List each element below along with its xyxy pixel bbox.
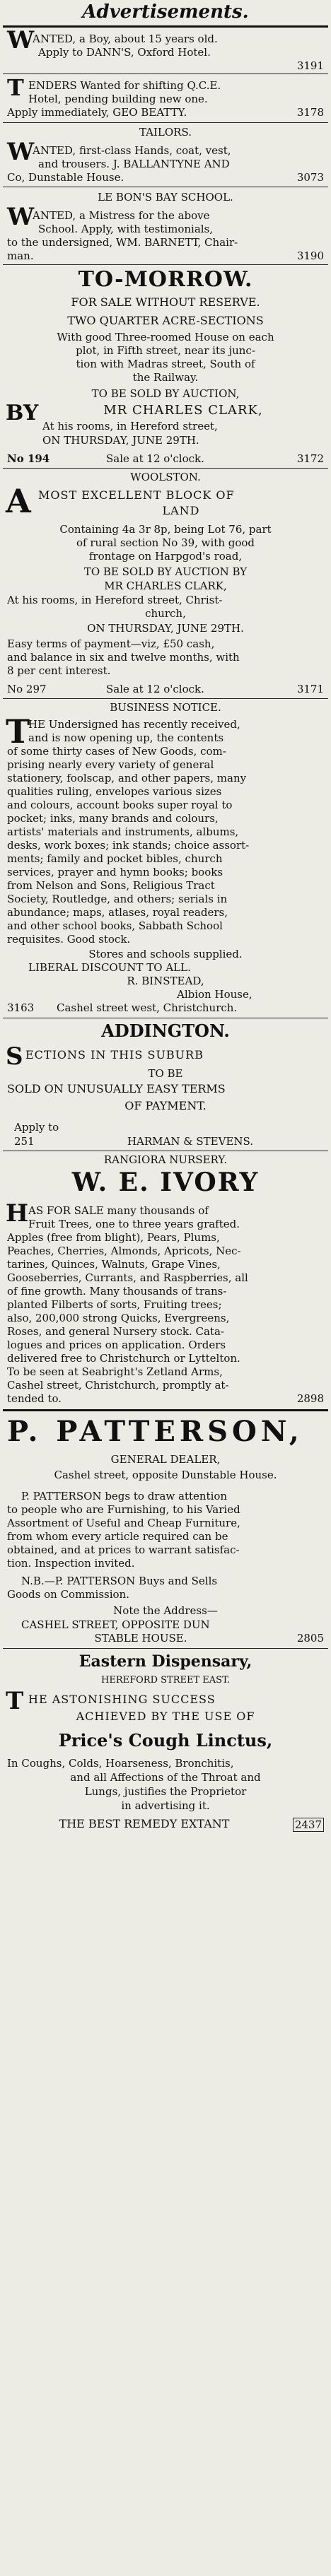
ad-line: ANTED, a Mistress for the above — [33, 209, 210, 222]
ad-line: Stores and schools supplied. — [88, 948, 243, 960]
ad-line: ECTIONS IN THIS SUBURB — [25, 1049, 204, 1061]
ad-line: to people who are Furnishing, to his Varied — [7, 1503, 240, 1516]
ad-line: At his rooms, in Hereford street, — [42, 420, 218, 433]
ad-line: obtained, and at prices to warrant satisfac- — [7, 1543, 240, 1556]
drop-cap: T — [6, 1687, 24, 1715]
ad-line: OF PAYMENT. — [124, 1100, 207, 1112]
ad-line: Peaches, Cherries, Almonds, Apricots, Nec- — [7, 1245, 241, 1257]
ad-ref: 2805 — [296, 1632, 324, 1645]
ad-line: and balance in six and twelve months, with — [7, 651, 240, 664]
divider — [3, 264, 328, 265]
ad-ref: 2437 — [293, 1818, 324, 1832]
ad-line: STABLE HOUSE. — [94, 1632, 187, 1645]
ad-line: and all Affections of the Throat and — [70, 1771, 261, 1784]
ad-line: plot, in Fifth street, near its junc- — [76, 344, 255, 357]
divider — [3, 25, 328, 28]
ad-heading: RANGIORA NURSERY. — [103, 1153, 228, 1166]
ad-subheading: GENERAL DEALER, — [110, 1453, 221, 1466]
drop-cap: T — [6, 712, 30, 751]
divider — [3, 122, 328, 123]
ad-line: Hotel, pending building new one. — [28, 93, 208, 105]
ad-line: ENDERS Wanted for shifting Q.C.E. — [28, 79, 221, 92]
ad-heading: WOOLSTON. — [130, 471, 201, 483]
ad-line: tion with Madras street, South of — [76, 358, 255, 370]
ad-ref: 3191 — [296, 59, 324, 72]
ad-heading: ADDINGTON. — [101, 1021, 230, 1041]
ad-ref: 3190 — [296, 249, 324, 262]
ad-line: stationery, foolscap, and other papers, many — [7, 772, 247, 784]
ad-line: Apply to DANN'S, Oxford Hotel. — [38, 46, 211, 59]
ad-ref: 3172 — [296, 452, 324, 465]
ad-line: In Coughs, Colds, Hoarseness, Bronchitis, — [7, 1757, 234, 1770]
auction-line: TO BE SOLD BY AUCTION BY — [83, 565, 248, 578]
drop-cap: W — [7, 26, 35, 54]
ad-line: Lungs, justifies the Proprietor — [84, 1785, 247, 1798]
auctioneer-name: MR CHARLES CLARK, — [104, 580, 227, 592]
ad-line: Society, Routledge, and others; serials in — [7, 893, 228, 905]
ad-line: LIBERAL DISCOUNT TO ALL. — [28, 961, 191, 974]
divider — [3, 73, 328, 74]
ad-heading: BUSINESS NOTICE. — [110, 701, 221, 714]
ad-line: N.B.—P. PATTERSON Buys and Sells — [21, 1575, 218, 1587]
ad-line: R. BINSTEAD, — [127, 975, 204, 987]
ad-line: tion. Inspection invited. — [7, 1557, 135, 1570]
ad-line: delivered free to Christchurch or Lyttelton. — [7, 1352, 240, 1365]
ad-ref: 2898 — [296, 1392, 324, 1405]
ad-line: from Nelson and Sons, Religious Tract — [7, 879, 215, 892]
ad-line: Apples (free from blight), Pears, Plums, — [7, 1231, 220, 1244]
ad-line: from whom every article required can be — [7, 1530, 228, 1543]
sale-date: ON THURSDAY, JUNE 29TH. — [42, 434, 199, 447]
ad-line: HE Undersigned has recently received, — [28, 718, 240, 731]
ad-line: TO BE — [148, 1067, 183, 1080]
drop-cap: BY — [6, 401, 39, 425]
ad-line: Containing 4a 3r 8p, being Lot 76, part — [59, 523, 272, 536]
ad-line: and is now opening up, the contents — [28, 731, 224, 744]
ad-line: Goods on Commission. — [7, 1588, 129, 1601]
drop-cap: S — [6, 1042, 23, 1071]
ad-line: Apply to — [14, 1121, 59, 1134]
ad-line: CASHEL STREET, OPPOSITE DUN — [21, 1618, 210, 1631]
ad-line: THE BEST REMEDY EXTANT — [59, 1818, 230, 1830]
ad-line: abundance; maps, atlases, royal readers, — [7, 906, 228, 919]
ad-line: prising nearly every variety of general — [7, 758, 214, 771]
ad-line: artists' materials and instruments, albums, — [7, 825, 239, 838]
ad-heading: TO-MORROW. — [78, 267, 253, 292]
ad-line: At his rooms, in Hereford street, Christ- — [7, 594, 223, 606]
product-name: Price's Cough Linctus, — [58, 1730, 273, 1751]
ad-line: AS FOR SALE many thousands of — [28, 1204, 209, 1217]
ad-line: Gooseberries, Currants, and Raspberries, all — [7, 1271, 248, 1284]
ad-line: Cashel street west, Christchurch. — [57, 1001, 238, 1014]
ad-line: logues and prices on application. Orders — [7, 1339, 226, 1351]
ad-line: Assortment of Useful and Cheap Furniture, — [7, 1517, 240, 1529]
ad-line: in advertising it. — [121, 1799, 210, 1812]
ad-line: to the undersigned, WM. BARNETT, Chair- — [7, 236, 238, 249]
ad-line: services, prayer and hymn books; books — [7, 866, 223, 878]
ad-heading: TAILORS. — [139, 126, 192, 139]
ad-line: church, — [145, 607, 186, 620]
ad-line: ANTED, a Boy, about 15 years old. — [33, 33, 218, 45]
ad-heading: LE BON'S BAY SCHOOL. — [98, 191, 233, 204]
ad-ref: 251 — [14, 1135, 35, 1148]
ad-title: W. E. IVORY — [71, 1168, 260, 1197]
ad-line: of rural section No 39, with good — [76, 536, 255, 549]
ad-line: of fine growth. Many thousands of trans- — [7, 1285, 227, 1298]
ad-line: Co, Dunstable House. — [7, 171, 124, 184]
ad-ref: 3073 — [296, 171, 324, 184]
auction-line: TO BE SOLD BY AUCTION, — [91, 387, 240, 400]
ad-line: Cashel street, Christchurch, promptly at- — [7, 1379, 229, 1392]
lot-number: No 297 — [7, 683, 47, 695]
ad-line: Roses, and general Nursery stock. Cata- — [7, 1325, 224, 1338]
drop-cap: T — [7, 74, 24, 101]
ad-ref: 3171 — [296, 683, 324, 695]
ad-line: Easy terms of payment—viz, £50 cash, — [7, 637, 215, 650]
ad-title: P. PATTERSON, — [7, 1415, 303, 1448]
ad-line: Apply immediately, GEO BEATTY. — [7, 106, 187, 119]
sale-time: Sale at 12 o'clock. — [106, 683, 204, 695]
ad-line: SOLD ON UNUSUALLY EASY TERMS — [7, 1083, 226, 1095]
ad-line: also, 200,000 strong Quicks, Evergreens, — [7, 1312, 230, 1324]
lot-number: No 194 — [7, 452, 50, 465]
ad-line: Fruit Trees, one to three years grafted. — [28, 1218, 240, 1230]
ad-line: of some thirty cases of New Goods, com- — [7, 745, 226, 758]
ad-line: planted Filberts of sorts, Fruiting trees; — [7, 1298, 222, 1311]
divider — [3, 1409, 328, 1411]
ad-line: MOST EXCELLENT BLOCK OF — [38, 489, 235, 502]
ad-line: qualities ruling, envelopes various sizes — [7, 785, 222, 798]
ad-line: ACHIEVED BY THE USE OF — [76, 1710, 255, 1723]
ad-line: Note the Address— — [113, 1604, 218, 1617]
ad-title: Eastern Dispensary, — [79, 1652, 252, 1671]
divider — [3, 1648, 328, 1649]
ad-line: LAND — [162, 505, 200, 517]
ad-line: 8 per cent interest. — [7, 664, 111, 677]
ad-line: man. — [7, 249, 34, 262]
ad-line: pocket; inks, many brands and colours, — [7, 812, 219, 825]
drop-cap: W — [7, 203, 35, 231]
ad-subheading: HEREFORD STREET EAST. — [101, 1675, 230, 1686]
ad-line: HE ASTONISHING SUCCESS — [28, 1693, 216, 1706]
drop-cap: H — [6, 1199, 29, 1228]
masthead: Advertisements. — [82, 1, 249, 23]
ad-line: tarines, Quinces, Walnuts, Grape Vines, — [7, 1258, 221, 1271]
ad-ref: 3178 — [296, 106, 324, 119]
ad-ref: 3163 — [7, 1001, 35, 1014]
auctioneer-name: MR CHARLES CLARK, — [103, 404, 263, 417]
ad-line: To be seen at Seabright's Zetland Arms, — [7, 1365, 223, 1378]
drop-cap: A — [6, 482, 31, 520]
ad-line: requisites. Good stock. — [7, 933, 131, 946]
ad-line: tended to. — [7, 1392, 62, 1405]
ad-line: ments; family and pocket bibles, church — [7, 852, 223, 865]
sale-date: ON THURSDAY, JUNE 29TH. — [87, 622, 244, 635]
ad-line: the Railway. — [132, 371, 199, 384]
ad-line: and trousers. J. BALLANTYNE AND — [38, 158, 230, 170]
sale-time: Sale at 12 o'clock. — [106, 452, 204, 465]
ad-line: HARMAN & STEVENS. — [127, 1135, 254, 1148]
ad-subheading: TWO QUARTER ACRE-SECTIONS — [67, 314, 264, 327]
drop-cap: W — [7, 138, 35, 166]
ad-line: and other school books, Sabbath School — [7, 919, 223, 932]
ad-line: School. Apply, with testimonials, — [38, 223, 214, 235]
ad-line: frontage on Harpgod's road, — [88, 550, 243, 563]
ad-line: Cashel street, opposite Dunstable House. — [54, 1469, 277, 1481]
ad-line: With good Three-roomed House on each — [57, 331, 274, 343]
ad-line: desks, work boxes; ink stands; choice assort- — [7, 839, 250, 852]
ad-line: P. PATTERSON begs to draw attention — [21, 1490, 228, 1502]
ad-line: Albion House, — [177, 988, 252, 1001]
ad-line: ANTED, first-class Hands, coat, vest, — [33, 144, 231, 157]
divider — [3, 698, 328, 699]
ad-subheading: FOR SALE WITHOUT RESERVE. — [71, 295, 260, 309]
divider — [3, 468, 328, 469]
ad-line: and colours, account books super royal to — [7, 799, 233, 811]
